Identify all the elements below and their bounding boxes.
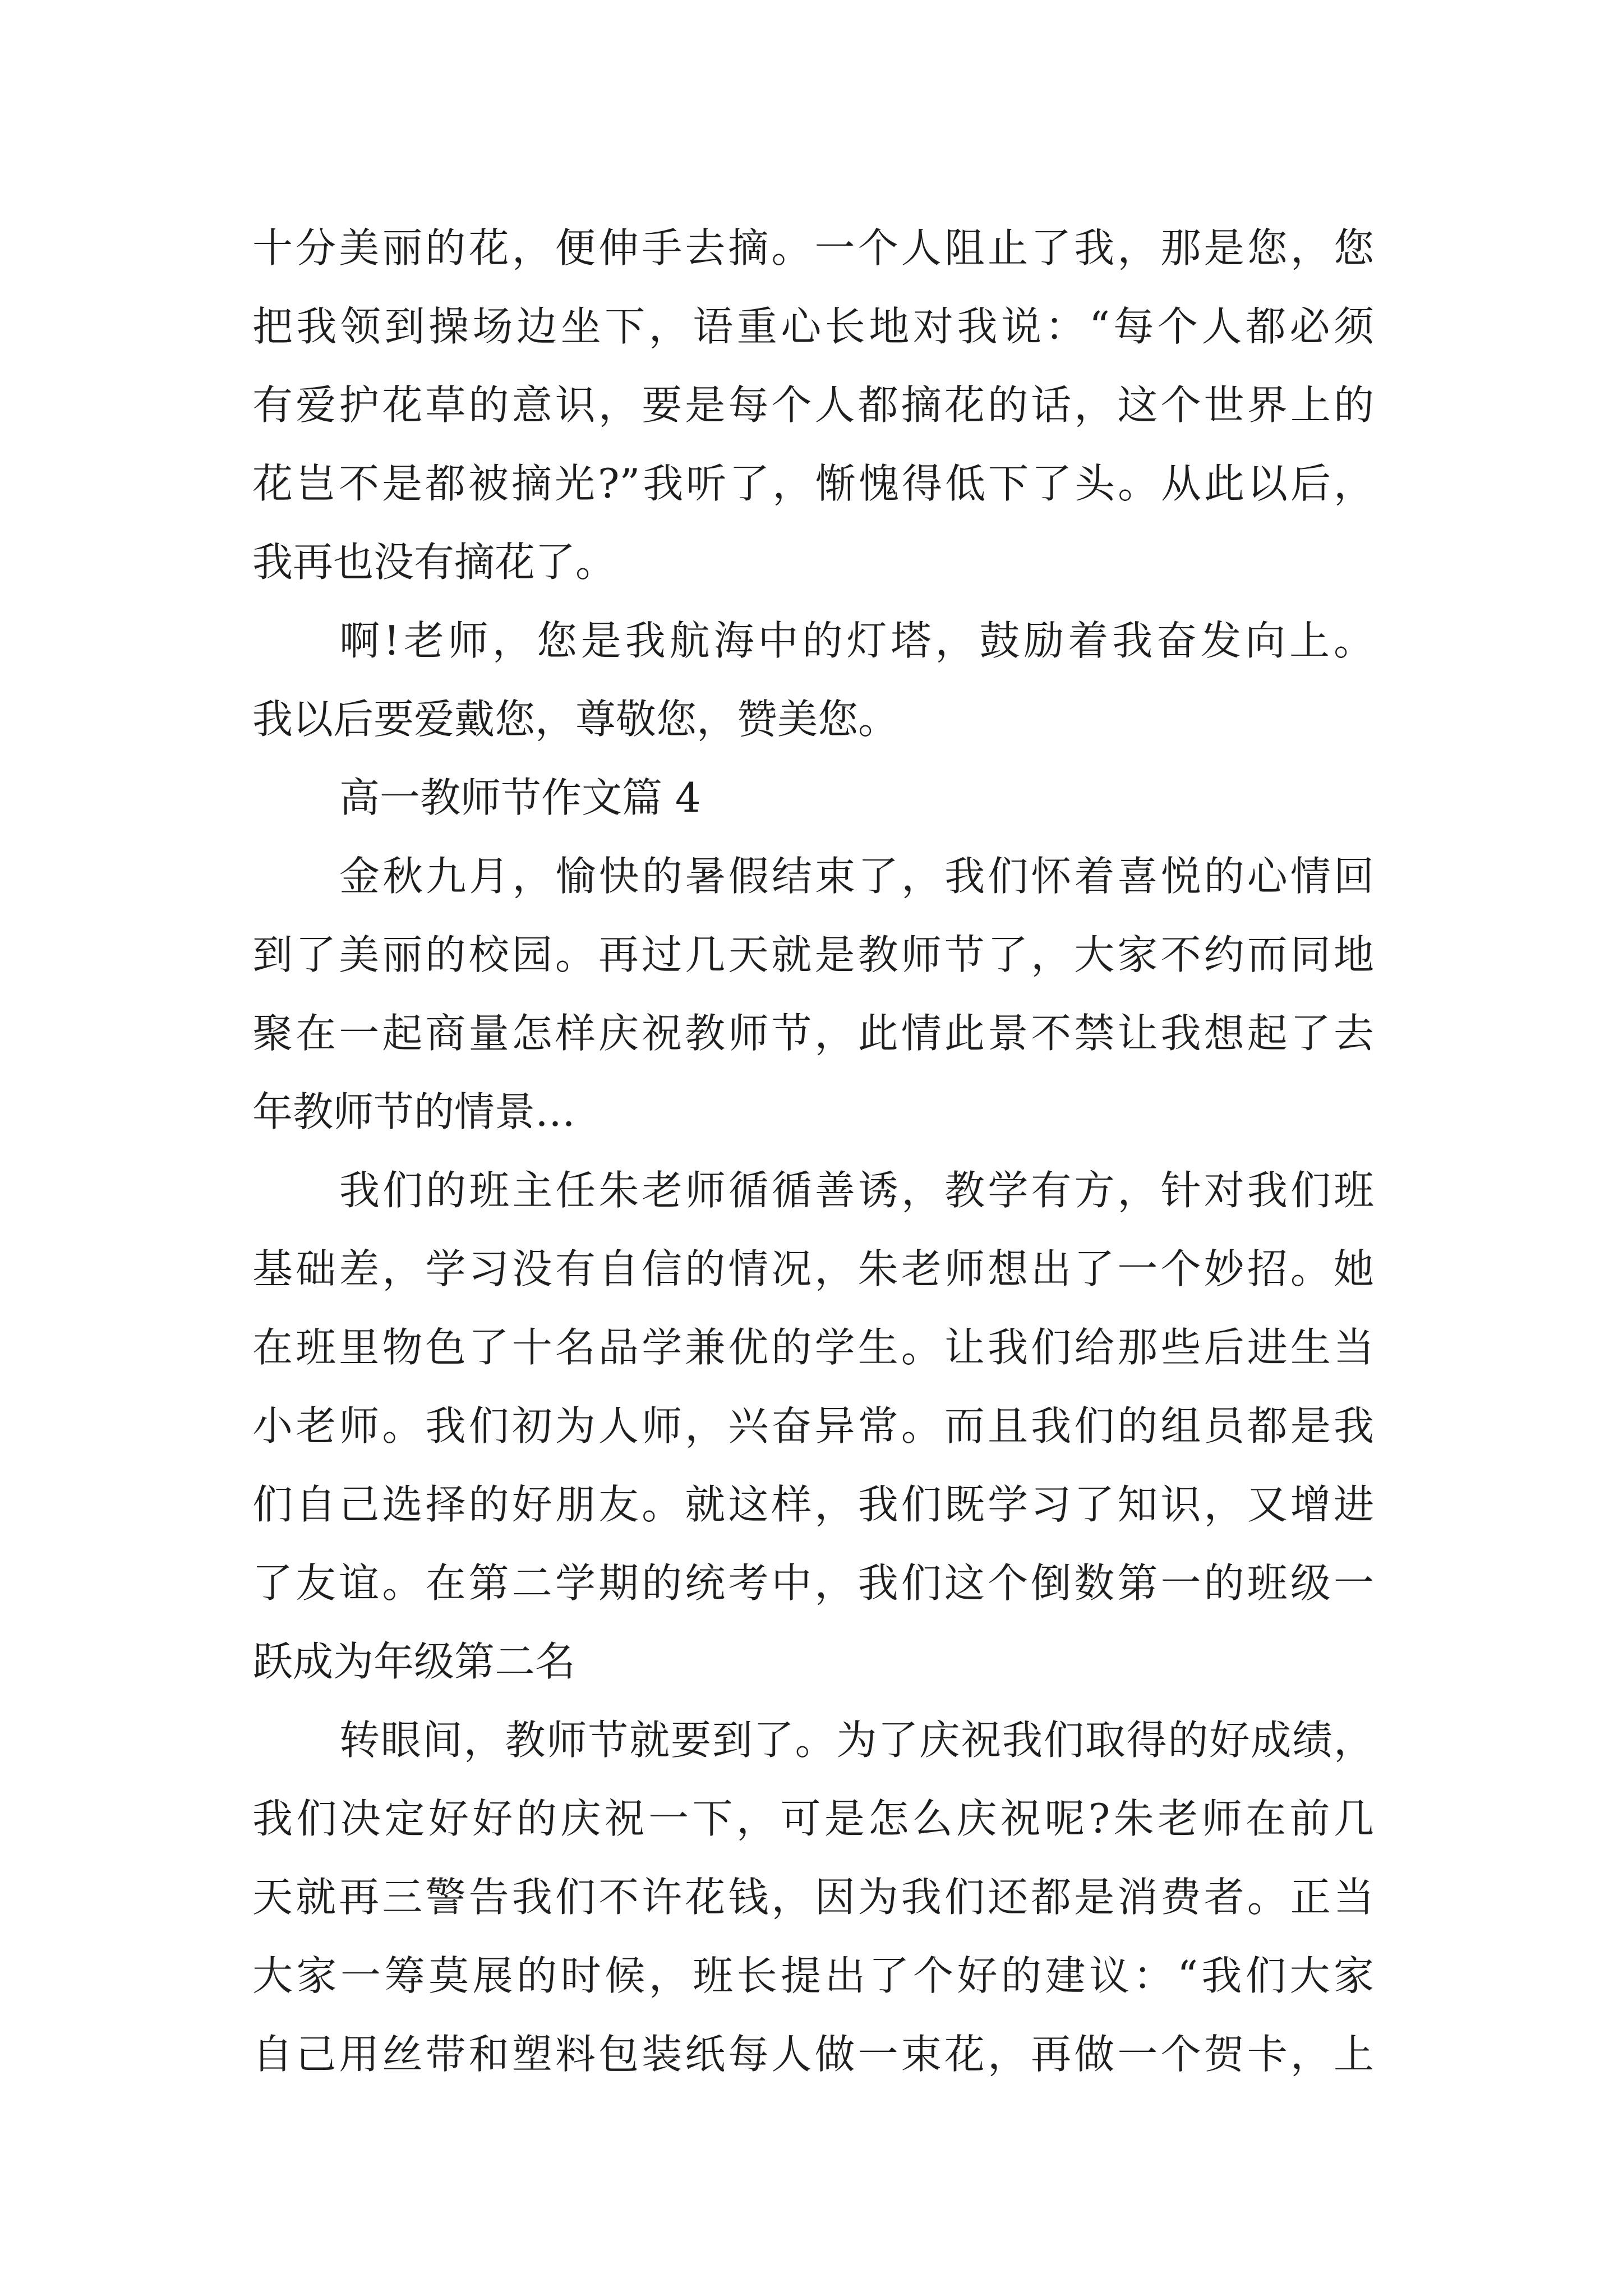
text-line: 把我领到操场边坐下，语重心长地对我说：“每个人都必须 [252, 303, 1374, 350]
text-line: 我们的班主任朱老师循循善诱，教学有方，针对我们班 [339, 1167, 1374, 1214]
paragraph [252, 1701, 1374, 2093]
text-line: 年教师节的情景… [252, 1088, 576, 1135]
section-heading [252, 758, 1374, 837]
text-line: 天就再三警告我们不许花钱，因为我们还都是消费者。正当 [252, 1874, 1374, 1921]
text-line: 自己用丝带和塑料包装纸每人做一束花，再做一个贺卡，上 [252, 2031, 1374, 2078]
text-line: 大家一筹莫展的时候，班长提出了个好的建议：“我们大家 [252, 1952, 1374, 1999]
text-line: 我再也没有摘花了。 [252, 539, 616, 586]
text-line: 跃成为年级第二名 [252, 1638, 576, 1685]
text-line: 基础差，学习没有自信的情况，朱老师想出了一个妙招。她 [252, 1245, 1374, 1292]
text-line: 转眼间，教师节就要到了。为了庆祝我们取得的好成绩， [339, 1717, 1374, 1764]
text-line: 到了美丽的校园。再过几天就是教师节了，大家不约而同地 [252, 931, 1374, 978]
text-line: 我们决定好好的庆祝一下，可是怎么庆祝呢?朱老师在前几 [252, 1795, 1374, 1842]
document-body [252, 209, 1374, 2093]
paragraph [252, 1151, 1374, 1701]
text-line: 了友谊。在第二学期的统考中，我们这个倒数第一的班级一 [252, 1559, 1374, 1607]
text-line: 十分美丽的花，便伸手去摘。一个人阻止了我，那是您，您 [252, 224, 1374, 272]
paragraph [252, 601, 1374, 758]
heading-text: 高一教师节作文篇 4 [339, 774, 701, 821]
text-line: 在班里物色了十名品学兼优的学生。让我们给那些后进生当 [252, 1324, 1374, 1371]
text-line: 金秋九月，愉快的暑假结束了，我们怀着喜悦的心情回 [339, 853, 1374, 900]
paragraph [252, 209, 1374, 601]
text-line: 有爱护花草的意识，要是每个人都摘花的话，这个世界上的 [252, 381, 1374, 429]
text-line: 啊!老师，您是我航海中的灯塔，鼓励着我奋发向上。 [339, 617, 1374, 664]
text-line: 小老师。我们初为人师，兴奋异常。而且我们的组员都是我 [252, 1402, 1374, 1450]
text-line: 我以后要爱戴您，尊敬您，赞美您。 [252, 696, 899, 743]
text-line: 们自己选择的好朋友。就这样，我们既学习了知识，又增进 [252, 1481, 1374, 1528]
text-line: 花岂不是都被摘光?”我听了，惭愧得低下了头。从此以后， [252, 460, 1374, 507]
text-line: 聚在一起商量怎样庆祝教师节，此情此景不禁让我想起了去 [252, 1010, 1374, 1057]
paragraph [252, 837, 1374, 1151]
